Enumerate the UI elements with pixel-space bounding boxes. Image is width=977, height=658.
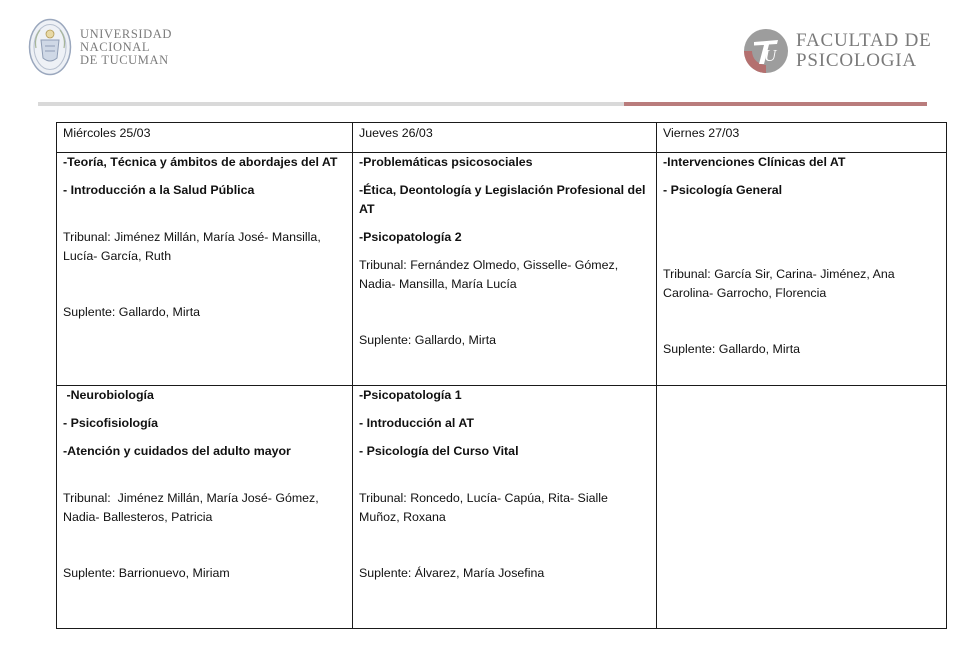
tribunal-text: Tribunal: Fernández Olmedo, Gisselle- Gómez, Nadia- Mansilla, María Lucía xyxy=(359,258,619,291)
suplente-text: Suplente: Barrionuevo, Miriam xyxy=(63,566,230,580)
university-name-line: DE TUCUMAN xyxy=(80,52,169,67)
subject-title: -Teoría, Técnica y ámbitos de abordajes del AT xyxy=(63,155,338,169)
subject-title: - Psicofisiología xyxy=(63,416,159,430)
schedule-cell xyxy=(57,386,353,629)
empty-schedule-cell xyxy=(657,386,947,629)
faculty-monogram: U xyxy=(764,46,777,65)
faculty-logo xyxy=(742,27,932,75)
subject-title: -Ética, Deontología y Legislación Profesional del AT xyxy=(359,183,646,216)
subject-title: -Psicopatología 1 xyxy=(359,388,462,402)
subject-title: -Problemáticas psicosociales xyxy=(359,155,533,169)
unt-logo xyxy=(28,18,172,76)
schedule-cell xyxy=(657,153,947,386)
schedule-cell xyxy=(353,386,657,629)
schedule-cell xyxy=(353,153,657,386)
subject-title: -Intervenciones Clínicas del AT xyxy=(663,155,846,169)
tribunal-text: Tribunal: García Sir, Carina- Jiménez, Ana Carolina- Garrocho, Florencia xyxy=(663,267,895,300)
faculty-name-line: FACULTAD DE xyxy=(796,30,932,51)
header-rule-gray xyxy=(38,102,624,106)
university-name xyxy=(80,28,172,67)
day-header: Viernes 27/03 xyxy=(657,123,947,153)
table-row xyxy=(57,386,947,629)
subject-title: - Introducción al AT xyxy=(359,416,474,430)
faculty-emblem-icon xyxy=(742,27,790,75)
table-row xyxy=(57,153,947,386)
header-rule-red xyxy=(624,102,927,106)
university-name-line: UNIVERSIDAD xyxy=(80,26,173,41)
subject-title: - Psicología del Curso Vital xyxy=(359,444,519,458)
university-name-line: NACIONAL xyxy=(80,39,151,54)
subject-title: - Psicología General xyxy=(663,183,783,197)
faculty-name-line: PSICOLOGIA xyxy=(796,50,917,71)
tribunal-text: Tribunal: Roncedo, Lucía- Capúa, Rita- Sialle Muñoz, Roxana xyxy=(359,491,608,524)
suplente-text: Suplente: Álvarez, María Josefina xyxy=(359,566,545,580)
suplente-text: Suplente: Gallardo, Mirta xyxy=(359,333,497,347)
day-header: Miércoles 25/03 xyxy=(57,123,353,153)
subject-title: -Psicopatología 2 xyxy=(359,230,462,244)
suplente-text: Suplente: Gallardo, Mirta xyxy=(63,305,201,319)
schedule-cell xyxy=(57,153,353,386)
subject-title: - Introducción a la Salud Pública xyxy=(63,183,255,197)
exam-schedule-table xyxy=(56,122,947,629)
tribunal-text: Tribunal: Jiménez Millán, María José- Mansilla, Lucía- García, Ruth xyxy=(63,230,321,263)
day-header: Jueves 26/03 xyxy=(353,123,657,153)
faculty-name xyxy=(796,31,932,71)
subject-title: -Neurobiología xyxy=(63,388,154,402)
suplente-text: Suplente: Gallardo, Mirta xyxy=(663,342,801,356)
document-header xyxy=(0,0,977,110)
subject-title: -Atención y cuidados del adulto mayor xyxy=(63,444,291,458)
university-seal-icon xyxy=(28,18,72,76)
day-header-row xyxy=(57,123,947,153)
tribunal-text: Tribunal: Jiménez Millán, María José- Gómez, Nadia- Ballesteros, Patricia xyxy=(63,491,323,524)
